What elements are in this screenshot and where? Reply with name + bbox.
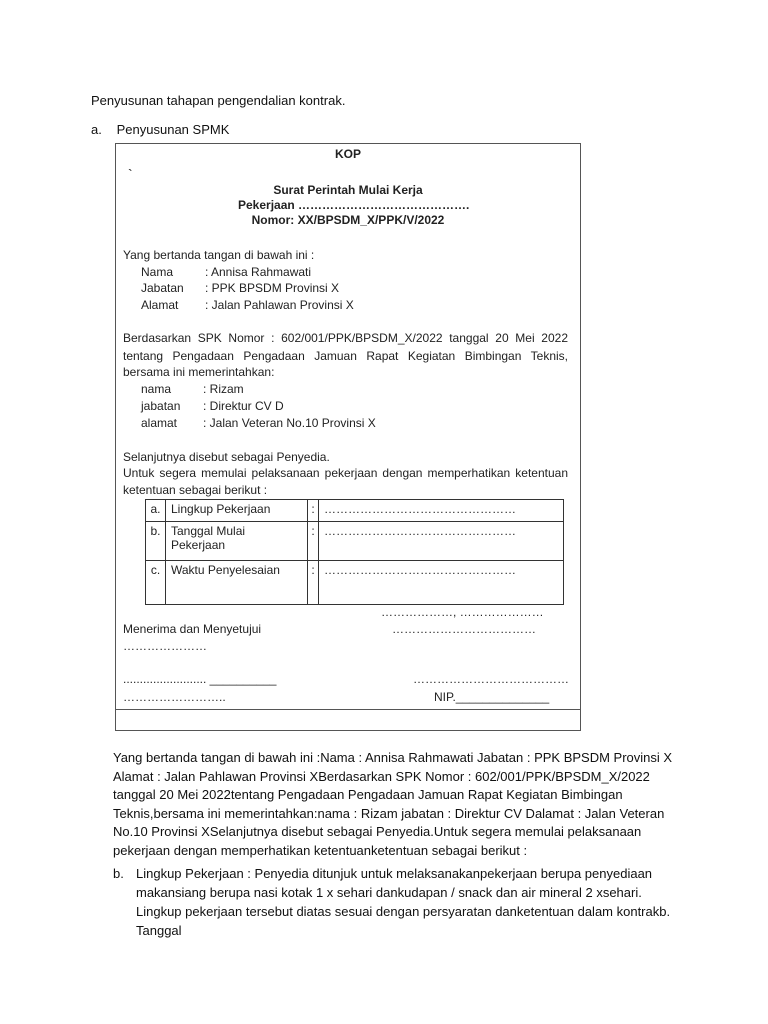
right-dots-line: ……………………………… — [392, 622, 536, 636]
basis-line-3: bersama ini memerintahkan: — [123, 365, 275, 379]
provider-address-key: alamat — [141, 416, 178, 430]
spmk-letter-form — [115, 143, 581, 731]
item-b-paragraph — [113, 864, 673, 940]
provider-position-row — [141, 399, 284, 413]
provider-position-key: jabatan — [141, 399, 181, 413]
term-value: ………………………………………… — [319, 561, 564, 605]
provider-note: Selanjutnya disebut sebagai Penyedia. — [123, 450, 330, 464]
term-name: Waktu Penyelesaian — [166, 561, 308, 605]
signer-address-row — [141, 298, 354, 312]
terms-table — [145, 499, 564, 605]
term-colon: : — [308, 500, 319, 522]
provider-name-row — [141, 382, 244, 396]
term-number: b. — [146, 522, 166, 561]
provider-address-value: : Jalan Veteran No.10 Provinsi X — [203, 416, 376, 430]
letter-number: Nomor: XX/BPSDM_X/PPK/V/2022 — [251, 213, 445, 227]
section-a-label: a. — [91, 122, 102, 137]
signer-name-key: Nama — [141, 265, 174, 279]
item-b-text: Lingkup Pekerjaan : Penyedia ditunjuk untuk melaksanakanpekerjaan berupa penyediaan makansiang berupa nasi kotak 1 x sehari dankudapan / snack dan air mineral 2 xsehari. Lingkup pekerjaan tersebut diatas sesuai dengan persyaratan danketentuan dalam kontrakb. Tanggal — [136, 866, 671, 938]
letter-title: Surat Perintah Mulai Kerja — [273, 183, 423, 197]
tick-mark: ` — [128, 166, 133, 182]
term-colon: : — [308, 561, 319, 605]
table-row — [146, 500, 564, 522]
instruction-line-1: Untuk segera memulai pelaksanaan pekerjaan dengan memperhatikan ketentuan — [123, 466, 568, 480]
signer-address-key: Alamat — [141, 298, 179, 312]
term-name: Lingkup Pekerjaan — [166, 500, 308, 522]
nip-line: NIP.______________ — [434, 690, 550, 704]
left-signature-line: ......................... __________ — [123, 672, 277, 686]
place-date: ………………, ………………… — [381, 605, 544, 619]
section-a-heading — [91, 122, 229, 137]
letter-pekerjaan: Pekerjaan ……………………………………. — [238, 198, 470, 212]
signer-name-value: : Annisa Rahmawati — [205, 265, 312, 279]
table-row — [146, 522, 564, 561]
signer-intro: Yang bertanda tangan di bawah ini : — [123, 248, 315, 262]
signer-position-row — [141, 281, 339, 295]
provider-name-key: nama — [141, 382, 172, 396]
table-row — [146, 561, 564, 605]
signer-position-key: Jabatan — [141, 281, 184, 295]
signer-position-value: : PPK BPSDM Provinsi X — [205, 281, 340, 295]
body-paragraph: Yang bertanda tangan di bawah ini :Nama : Annisa Rahmawati Jabatan : PPK BPSDM Provinsi X Alamat : Jalan Pahlawan Provinsi XBerdasarkan SPK Nomor : 602/001/PPK/BPSDM_X/2022 tanggal 20 Mei 2022tentang Pengadaan Pengadaan Jamuan Rapat Kegiatan Bimbingan Teknis,bersama ini memerintahkan:nama : Rizam jabatan : Direktur CV Dalamat : Jalan Veteran No.10 Provinsi XSelanjutnya disebut sebagai Penyedia.Untuk segera memulai pelaksanaan pekerjaan dengan memperhatikan ketentuanketentuan sebagai berikut : — [113, 750, 673, 858]
footer-divider — [116, 709, 580, 710]
basis-line-2: tentang Pengadaan Pengadaan Jamuan Rapat Kegiatan Bimbingan Teknis, — [123, 349, 568, 363]
section-a-title: Penyusunan SPMK — [116, 122, 230, 137]
term-number: c. — [146, 561, 166, 605]
item-b-label: b. — [113, 866, 124, 881]
left-dots-line: ………………… — [123, 639, 207, 653]
term-name: Tanggal Mulai Pekerjaan — [166, 522, 308, 561]
term-colon: : — [308, 522, 319, 561]
term-number: a. — [146, 500, 166, 522]
left-name-dots: …………………….. — [123, 690, 226, 704]
provider-address-row — [141, 416, 376, 430]
kop-header: KOP — [334, 147, 361, 161]
term-value: ………………………………………… — [319, 500, 564, 522]
signer-name-row — [141, 265, 311, 279]
term-value: ………………………………………… — [319, 522, 564, 561]
provider-position-value: : Direktur CV D — [203, 399, 284, 413]
provider-name-value: : Rizam — [203, 382, 244, 396]
accept-label: Menerima dan Menyetujui — [123, 622, 262, 636]
signer-address-value: : Jalan Pahlawan Provinsi X — [205, 298, 354, 312]
intro-heading: Penyusunan tahapan pengendalian kontrak. — [91, 93, 346, 108]
basis-line-1: Berdasarkan SPK Nomor : 602/001/PPK/BPSDM_X/2022 tanggal 20 Mei 2022 — [123, 331, 568, 345]
right-signature-line: ………………………………… — [413, 672, 569, 686]
instruction-line-2: ketentuan sebagai berikut : — [123, 483, 268, 497]
